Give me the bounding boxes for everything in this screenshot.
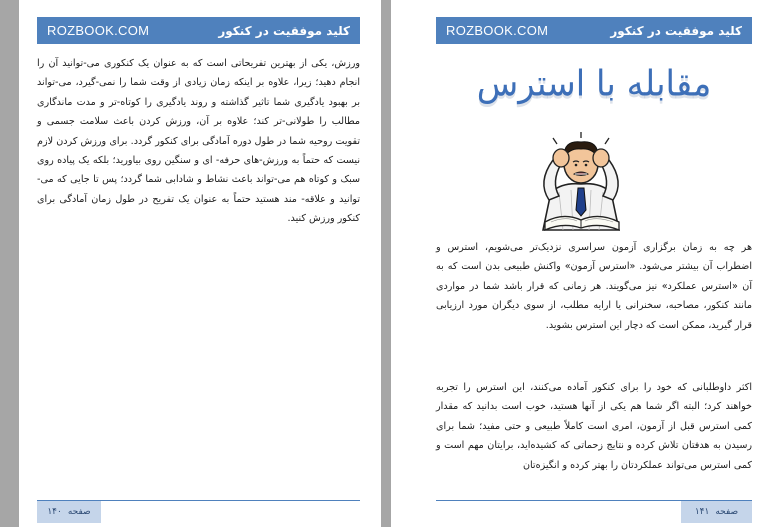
site-name: ROZBOOK.COM [47,23,150,38]
page-header [37,17,360,44]
body-paragraph: ورزش، یکی از بهترین تفریحاتی است که به عنوان یک کنکوری می-توانید آن را انجام دهید؛ زیرا، علاوه بر اینکه زمان زیادی از وقت شما را نمی-گیرد، می-تواند بر بهبود یادگیری شما تاثیر گذاشته و روند یادگیری را کوتاه-تر و مدت ماندگاری مطالب را طولانی-تر کند؛ علاوه بر آن، ورزش کردن باعث سلامت جسمی و تقویت روحیه شما در طول دوره آمادگی برای کنکور گردد. برای ورزش کردن لازم نیست که حتماً به ورزش-های حرفه- ای و سنگین روی بیاورید؛ بلکه یک پیاده روی سبک و کوتاه هم می-تواند باعث نشاط و شادابی شما گردد؛ پس تا جایی که می-توانید و علاقه- مند هستید حتماً به عنوان یک تفریح در طول زمان آمادگی برای کنکور ورزش کنید. [37,58,360,225]
page-number: ۱۴۰ [47,507,62,517]
body-paragraph: هر چه به زمان برگزاری آزمون سراسری نزدیک‌تر می‌شویم، استرس و اضطراب آن بیشتر می‌شود. «استرس آزمون» واکنش طبیعی بدن است که به آن «استرس عملکرد» نیز می‌گویند. هر زمانی که قرار باشد شما در مواردی مانند کنکور، مصاحبه، سخنرانی یا ارایه مطلب، از سوی دیگران مورد ارزیابی قرار گیرید، ممکن است که دچار این استرس بشوید. [436,242,752,331]
book-title: کلید موفقیت در کنکور [218,23,350,38]
stressed-student-illustration [523,130,639,232]
page-number-box [37,501,101,523]
book-title: کلید موفقیت در کنکور [610,23,742,38]
page-number-box [681,501,752,523]
page-label: صفحه [715,507,739,517]
site-name: ROZBOOK.COM [446,23,549,38]
right-page [391,0,768,527]
left-page [19,0,381,527]
chapter-title: مقابله با استرس [476,63,712,105]
page-header [436,17,752,44]
page-number: ۱۴۱ [694,507,710,517]
body-paragraph: اکثر داوطلبانی که خود را برای کنکور آماده می‌کنند، این استرس را تجربه خواهند کرد؛ البته اگر شما هم یکی از آنها هستید، خوب است بدانید که مقدار کمی استرس قبل از آزمون، امری است کاملاً طبیعی و حتی مفید؛ شما برای رسیدن به هدفتان تلاش کرده و نتایج زحماتی که کشیده‌اید، برایتان مهم است و کمی استرس می‌تواند عملکردتان را بهتر کرده و انگیزه‌تان [436,382,752,471]
page-label: صفحه [67,507,91,517]
